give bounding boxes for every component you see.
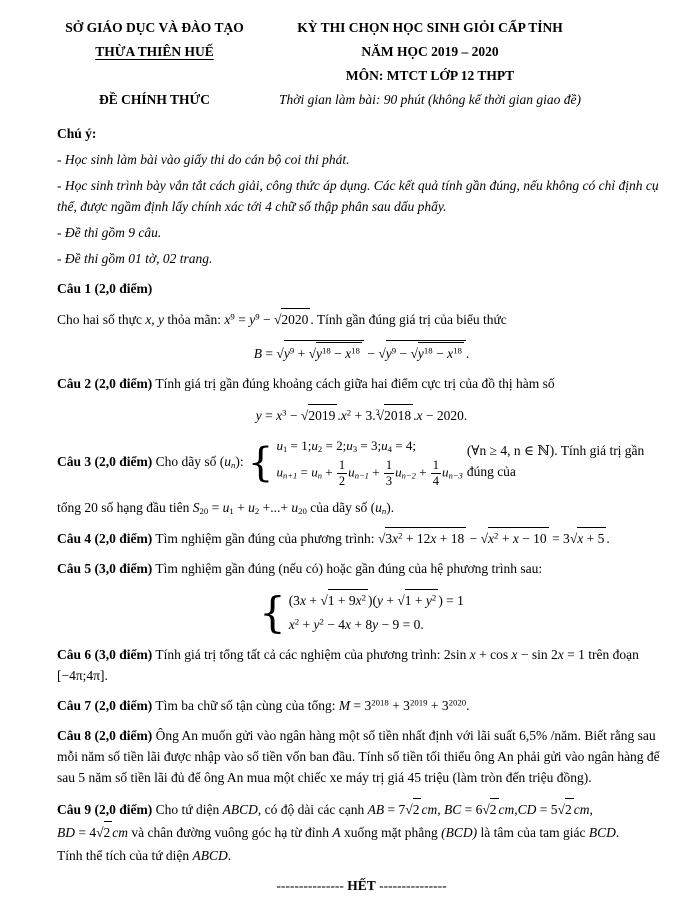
math-op: + 18 (436, 531, 465, 547)
note-item: - Đề thi gồm 01 tờ, 02 trang. (57, 250, 213, 266)
q7-text: Tìm ba chữ số tận cùng của tổng: (152, 697, 339, 713)
math-token: 1 + (404, 593, 426, 609)
math-unit: cm (112, 824, 129, 840)
q6-text: trên đoạn (584, 647, 639, 663)
math-token: (3 (288, 593, 300, 609)
math-var: x (577, 531, 584, 547)
math-op: + (368, 464, 383, 480)
math-op: + (299, 617, 314, 633)
q1-inline-equation (224, 312, 310, 327)
math-token: 2018 (384, 404, 413, 427)
math-sub: 20 (298, 505, 307, 516)
math-var: x (288, 617, 295, 633)
math-sub: 4 (387, 444, 392, 455)
math-op: = 6 (461, 801, 483, 817)
radicand (488, 527, 549, 550)
q3-text: Cho dãy số (152, 453, 220, 469)
math-unit: cm (421, 801, 438, 817)
math-var: x (469, 647, 476, 663)
math-token: 2sin (443, 647, 470, 663)
math-op: + (415, 464, 430, 480)
math-var: x (416, 408, 423, 424)
math-op: + (383, 593, 398, 609)
radical (301, 404, 337, 427)
root-index: 3 (375, 407, 380, 417)
math-var: u (276, 438, 284, 454)
q9-text: Tính thể tích của tứ diện (57, 847, 193, 863)
math-token: 2019 (308, 404, 337, 427)
math-op: − (466, 531, 481, 547)
system-row-2 (276, 459, 462, 488)
math-sub: 1 (229, 505, 234, 516)
math-var: u (375, 499, 382, 515)
q9-body (57, 798, 666, 844)
math-sub: n−1 (354, 471, 369, 482)
math-sub: n−2 (401, 471, 416, 482)
math-var: x (512, 531, 519, 547)
math-var: x (430, 531, 437, 547)
radicand (385, 527, 466, 550)
math-op: . (337, 408, 341, 424)
math-var: x, y (145, 312, 165, 328)
end-label: HẾT (347, 878, 376, 894)
school-year: NĂM HỌC 2019 – 2020 (361, 44, 499, 59)
math-var: M (338, 697, 351, 713)
system-row-2 (289, 615, 464, 636)
math-sup: 18 (423, 346, 433, 356)
radicand (405, 589, 439, 612)
math-op: − 10 (518, 531, 547, 547)
math-op: , (514, 801, 518, 817)
math-token: ( (219, 453, 225, 469)
radical (320, 589, 368, 612)
math-var: B (253, 346, 263, 362)
q5-heading: Câu 5 (3,0 điểm) (57, 561, 153, 577)
math-sub: 2 (254, 505, 260, 516)
math-token: 2 (413, 798, 422, 821)
radical (377, 404, 413, 427)
math-op: = (234, 312, 250, 328)
math-op: . (390, 499, 395, 515)
math-op: . (227, 847, 232, 863)
math-sup: 9 (230, 312, 235, 323)
math-op: . (413, 408, 417, 424)
math-var: y (425, 593, 432, 609)
q1-heading-line (57, 279, 666, 300)
math-var: u (395, 464, 402, 480)
radical (482, 798, 498, 821)
math-var: u (276, 464, 284, 480)
math-var: x (344, 617, 351, 633)
header-left-block (57, 16, 252, 112)
math-op: − (363, 346, 379, 362)
math-token: 2 (104, 821, 113, 844)
q9-text: là tâm của tam giác (477, 824, 589, 840)
radical (96, 821, 112, 844)
math-var: u (222, 499, 230, 515)
math-op: = 7 (384, 801, 406, 817)
radical (481, 527, 549, 550)
radical (397, 589, 438, 612)
math-sup: 2018 (371, 697, 389, 708)
q4-body (57, 527, 666, 550)
math-var: x (299, 593, 306, 609)
math-op: + 12 (402, 531, 431, 547)
math-var: y (255, 408, 262, 424)
math-op: = (261, 408, 277, 424)
q9-edge-bd (57, 825, 128, 840)
fraction (431, 459, 441, 488)
math-op: = 3 (548, 531, 570, 547)
math-sub: n−3 (448, 471, 463, 482)
numerator: 1 (337, 459, 347, 474)
math-var: BC (443, 801, 462, 817)
math-var: u (224, 453, 231, 469)
radical (378, 340, 466, 365)
math-token: 2 (490, 798, 499, 821)
math-var: u (311, 438, 318, 454)
math-sub: 3 (352, 444, 358, 455)
q1-text: Cho hai số thực (57, 312, 146, 328)
q3-system (248, 436, 463, 488)
radicand (577, 527, 606, 550)
q1-body (57, 308, 666, 331)
q5-body (57, 559, 666, 580)
math-var: x (224, 312, 231, 328)
math-var: y (283, 346, 290, 362)
math-var: y (313, 617, 320, 633)
math-var: x (345, 346, 352, 362)
fraction (337, 459, 347, 488)
math-sup: 2 (294, 616, 300, 627)
math-op: + 8 (350, 617, 373, 633)
q1-text: . Tính gần đúng giá trị của biểu thức (310, 312, 507, 328)
math-op: = 3; (357, 438, 382, 454)
q9-edge-cd (517, 801, 593, 817)
math-token: 3 (385, 531, 393, 547)
q3-condition: (∀n ≥ 4, n ∈ ℕ). Tính giá trị gần đúng của (466, 443, 645, 480)
math-sub: n (381, 505, 387, 516)
math-op: + 3 (427, 697, 449, 713)
math-var: u (311, 464, 318, 480)
math-op: = 5 (536, 801, 558, 817)
exam-title: KỲ THI CHỌN HỌC SINH GIỎI CẤP TỈNH (297, 20, 563, 35)
math-op: − 4 (323, 617, 345, 633)
q2-body (57, 374, 666, 395)
math-var: x (511, 647, 518, 663)
q3-text: tổng 20 số hạng đầu tiên (57, 499, 193, 515)
math-sup: 18 (351, 346, 360, 356)
radical (570, 527, 610, 550)
q1-heading: Câu 1 (2,0 điểm) (57, 280, 153, 296)
math-op: − (286, 408, 301, 424)
math-sup: 3 (282, 407, 287, 418)
radical (558, 798, 574, 821)
radical (405, 798, 421, 821)
math-op: − sin 2 (517, 647, 558, 663)
radicand (328, 589, 368, 612)
q4-text: Tìm nghiệm gần đúng của phương trình: (152, 531, 378, 547)
denominator: 3 (385, 474, 393, 489)
math-op: + (233, 499, 249, 515)
math-unit: cm (573, 801, 590, 817)
denominator: 4 (432, 474, 440, 489)
q3-body (57, 436, 666, 488)
math-var: u (442, 464, 449, 480)
q2-formula (57, 404, 666, 427)
math-sup: 2 (431, 592, 437, 603)
math-var: y (372, 617, 379, 633)
math-sup: 9 (289, 346, 295, 356)
math-sup: 2020 (448, 697, 467, 708)
q3-body-line2 (57, 498, 666, 519)
math-sup: 2 (361, 592, 366, 603)
math-op: +...+ (259, 499, 292, 515)
q2-heading: Câu 2 (2,0 điểm) (57, 376, 153, 392)
radical (309, 342, 362, 365)
q5-system (259, 589, 464, 636)
note-item: - Đề thi gồm 9 câu. (57, 224, 162, 240)
math-sub: n (317, 471, 322, 482)
radicand (418, 342, 464, 365)
q3-text: của dãy số (306, 499, 371, 515)
math-sub: n+1 (283, 471, 298, 482)
radicand (316, 342, 362, 365)
math-op: , (589, 801, 593, 817)
numerator: 1 (384, 459, 394, 474)
math-sup: 2 (346, 407, 352, 418)
q9-text: Cho tứ diện (152, 801, 223, 817)
math-var: x (355, 593, 362, 609)
q9-text: và chân đường vuông góc hạ từ đỉnh (128, 824, 333, 840)
note-item: - Học sinh làm bài vào giấy thi do cán bộ coi thi phát. (57, 151, 350, 167)
math-sup: 9 (391, 346, 397, 356)
math-sup: 2019 (409, 697, 428, 708)
math-op: = (297, 464, 312, 480)
math-op: = (262, 346, 277, 362)
math-op: . (466, 697, 470, 713)
official-exam-label: ĐỀ CHÍNH THỨC (98, 92, 210, 107)
system-row-1 (276, 436, 462, 456)
math-op: − 9 = 0. (378, 617, 424, 633)
math-var: (BCD) (441, 824, 478, 840)
math-sup: 2 (319, 616, 324, 627)
math-op: = 4 (75, 824, 97, 840)
math-sub: 20 (199, 505, 209, 516)
q3-heading: Câu 3 (2,0 điểm) (57, 453, 153, 469)
radicand (284, 340, 364, 365)
q6-body (57, 645, 666, 666)
math-token: 2 (565, 798, 574, 821)
math-sup: 18 (453, 346, 462, 356)
system-rows (289, 589, 464, 636)
math-op: = 3 (350, 697, 372, 713)
math-var: BD (57, 824, 75, 840)
math-sub: n (231, 460, 236, 471)
radical (411, 342, 464, 365)
q8-text: Ông An muốn gửi vào ngân hàng một số tiền nhất định với lãi suất 6,5% /năm. Biết rằng sau mỗi năm số tiền lãi được nhập vào số tiền vốn ban đầu. Tính số tiền tối thiểu ông An phải gửi vào ngân hàng để sau 5 năm số tiền lãi đủ để ông An mua một chiếc xe máy trị giá 45 triệu (làm tròn đến triệu đồng). (57, 727, 660, 785)
math-var: ABCD (192, 847, 228, 863)
end-dashes-right: --------------- (375, 878, 447, 894)
math-var: y (417, 346, 424, 362)
math-op: − (330, 346, 346, 362)
math-var: ABCD (222, 801, 258, 817)
math-op: = 2; (322, 438, 347, 454)
notes-title: Chú ý: (57, 126, 97, 141)
math-op: + 3 (388, 697, 410, 713)
q4-equation (378, 531, 610, 546)
math-var: S (192, 499, 200, 515)
q7-body (57, 696, 666, 717)
math-op: . (465, 346, 470, 362)
math-op: + (498, 531, 513, 547)
end-dashes-left: --------------- (276, 878, 348, 894)
math-var: u (291, 499, 299, 515)
q9-edge-ab (368, 802, 438, 817)
math-token: ) (235, 453, 240, 469)
math-var: x (276, 408, 283, 424)
math-op: . (615, 824, 620, 840)
math-token: ( (370, 499, 376, 515)
denominator: 2 (338, 474, 346, 489)
q9-heading: Câu 9 (2,0 điểm) (57, 801, 153, 817)
q3-lead (57, 452, 244, 473)
math-token: 2020 (281, 308, 310, 331)
exam-duration: Thời gian làm bài: 90 phút (không kể thời gian giao đề) (278, 92, 581, 107)
math-var: A (332, 824, 341, 840)
q9-text: , có độ dài các cạnh (257, 801, 368, 817)
math-unit: cm (498, 801, 515, 817)
subject-line: MÔN: MTCT LỚP 12 THPT (345, 68, 515, 83)
q4-heading: Câu 4 (2,0 điểm) (57, 531, 153, 547)
math-token: 1 + 9 (327, 593, 356, 609)
numerator: 1 (431, 459, 441, 474)
q9-text: xuống mặt phẳng (340, 824, 442, 840)
math-op: = 1; (287, 438, 312, 454)
math-sup: 18 (322, 346, 331, 356)
math-op: + (322, 464, 336, 480)
math-var: u (348, 464, 355, 480)
radical (274, 308, 310, 331)
q6-equation (444, 647, 585, 662)
math-var: AB (367, 801, 385, 817)
math-var: y (316, 346, 323, 362)
radicand (386, 340, 466, 365)
math-token: )( (368, 593, 377, 609)
math-op: + 3. (351, 408, 376, 424)
math-op: − 2020. (422, 408, 468, 424)
math-token: ) = 1 (438, 593, 464, 609)
math-op: − (396, 346, 411, 362)
math-var: x (557, 647, 564, 663)
math-sup: 2 (494, 531, 499, 542)
math-var: BCD (588, 824, 616, 840)
q7-equation (339, 698, 470, 713)
end-marker (57, 876, 666, 897)
radical (378, 527, 466, 550)
q8-body (57, 726, 666, 789)
math-var: x (392, 531, 399, 547)
math-sub: 1 (283, 444, 288, 455)
math-var: x (447, 346, 454, 362)
math-op: + cos (475, 647, 512, 663)
q6-text: Tính giá trị tổng tất cả các nghiệm của phương trình: (152, 647, 444, 663)
math-var: y (249, 312, 256, 328)
header-right-block (252, 16, 666, 112)
math-var: x (340, 408, 347, 424)
document-header (57, 16, 666, 112)
math-token: ) (386, 499, 391, 515)
math-sub: 2 (317, 444, 323, 455)
math-op: = 4; (391, 438, 417, 454)
math-token: [−4π;4π]. (57, 668, 108, 684)
math-var: y (385, 346, 392, 362)
math-var: x (488, 531, 495, 547)
math-token: : (239, 453, 244, 469)
note-item: - Học sinh trình bày vắn tắt cách giải, công thức áp dụng. Các kết quả tính gần đúng, nếu không có chỉ định cụ thể, được ngầm định lấy chính xác tới 4 chữ số thập phân sau dấu phẩy. (57, 177, 659, 214)
notes-section (57, 124, 666, 270)
q6-heading: Câu 6 (3,0 điểm) (57, 647, 153, 663)
math-op: − (259, 312, 274, 328)
math-var: CD (517, 801, 537, 817)
q6-interval-line (57, 666, 666, 687)
department-name: SỞ GIÁO DỤC VÀ ĐÀO TẠO (65, 20, 244, 35)
q1-formula (57, 340, 666, 365)
math-op: , (437, 801, 444, 817)
radical (276, 340, 364, 365)
math-op: = (208, 499, 223, 515)
math-op: + (305, 593, 321, 609)
math-op: . (606, 531, 610, 547)
math-op: + (294, 346, 309, 362)
math-var: y (377, 593, 383, 609)
math-op: + 5 (583, 531, 605, 547)
q9-edge-bc (444, 802, 514, 817)
system-rows (276, 436, 462, 488)
math-sup: 2 (398, 531, 403, 542)
math-var: u (381, 438, 388, 454)
q8-heading: Câu 8 (2,0 điểm) (57, 727, 153, 743)
province-name: THỪA THIÊN HUẾ (95, 44, 214, 59)
q1-text: thỏa mãn: (164, 312, 225, 328)
q5-text: Tìm nghiệm gần đúng (nếu có) hoặc gần đúng của hệ phương trình sau: (152, 561, 543, 577)
q9-last-line (57, 846, 666, 867)
math-var: u (346, 438, 353, 454)
system-row-1 (289, 589, 464, 612)
math-op: − (432, 346, 448, 362)
fraction (384, 459, 394, 488)
math-op: = 1 (563, 647, 585, 663)
math-var: u (248, 499, 255, 515)
header-spacer (57, 64, 252, 88)
math-sup: 9 (255, 312, 260, 323)
q7-heading: Câu 7 (2,0 điểm) (57, 697, 153, 713)
q5-system-wrap (57, 589, 666, 636)
q2-text: Tính giá trị gần đúng khoảng cách giữa hai điểm cực trị của đồ thị hàm số (152, 376, 555, 392)
